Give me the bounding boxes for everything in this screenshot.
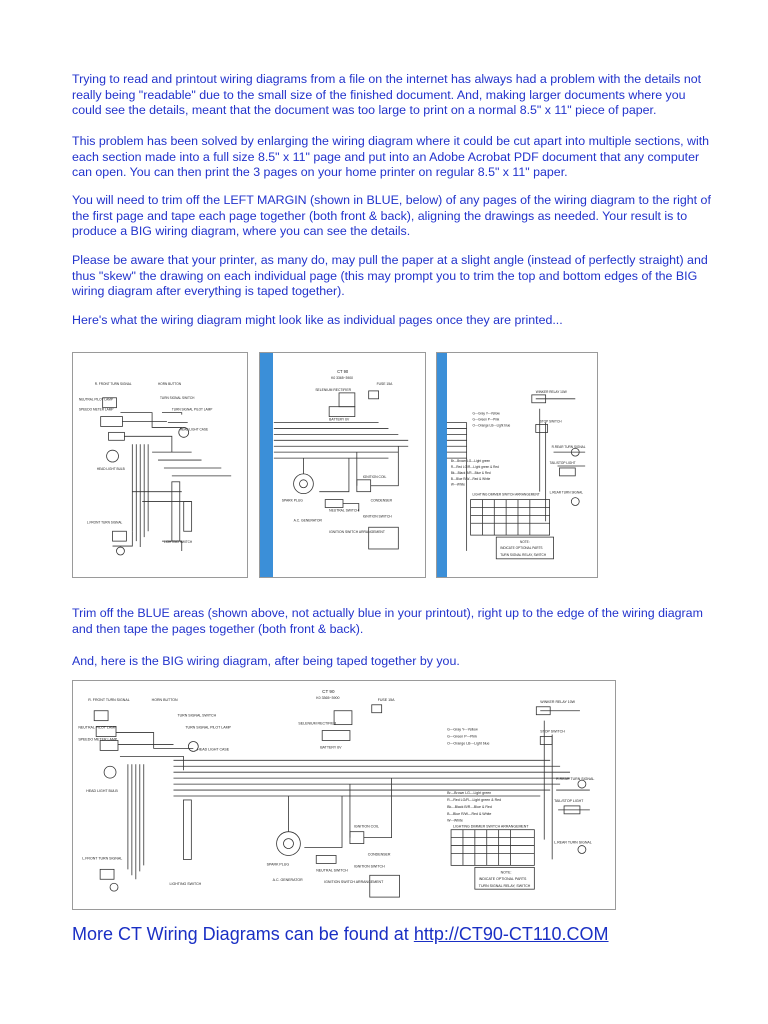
p2-ignition-switch-label: IGNITION SWITCH	[362, 514, 392, 519]
p3-color-key-2b: R---Red LG/R---Light green & Red	[450, 464, 499, 469]
big-ignition-switch-label: IGNITION SWITCH	[353, 864, 385, 869]
big-color-key-1c: O---Orange LB---Light blue	[447, 741, 490, 746]
big-diagram-caption: And, here is the BIG wiring diagram, after being taped together by you.	[72, 654, 460, 668]
big-selenium-label: SELENIUM RECTIFIER	[298, 721, 337, 726]
big-ignition-coil-label: IGNITION COIL	[353, 824, 379, 829]
p2-ignition-arrangement-label: IGNITION SWITCH ARRANGEMENT	[329, 530, 385, 535]
p3-l-rear-turn-label: L.REAR TURN SIGNAL	[549, 490, 584, 495]
p1-lighting-switch-label: LIGHTING SWITCH	[163, 540, 193, 545]
p1-neutral-pilot-label: NEUTRAL PILOT LAMP	[78, 397, 113, 402]
big-wiring-diagram-drawing	[73, 681, 615, 909]
big-condenser-label: CONDENSER	[367, 852, 391, 857]
p2-battery-label: BATTERY 6V	[329, 417, 350, 422]
big-wiring-diagram	[72, 680, 616, 910]
wiring-page-2-drawing	[260, 353, 425, 577]
big-note-label: NOTE:	[500, 870, 512, 875]
intro-paragraph: Trying to read and printout wiring diagrams from a file on the internet has always had a problem with the details not really being "readable" due to the small size of the finished document. And, making larger documents where you could see the details, meant that the document was too large to print on a normal 8.5" x 11" piece of paper.	[72, 72, 702, 118]
p3-dimmer-arrangement-label: LIGHTING DIMMER SWITCH ARRANGEMENT	[472, 492, 540, 497]
p2-condenser-label: CONDENSER	[370, 498, 393, 503]
p3-color-key-2a: Br---Brown LG---Light green	[450, 459, 491, 464]
p3-optional-parts-label: INDICATE OPTIONAL PARTS	[500, 545, 543, 550]
p3-color-key-1a: G---Gray Y---Yellow	[472, 411, 500, 416]
p2-subtitle: K0 3365~3900	[331, 376, 353, 381]
big-color-key-2d: B---Blue R/W---Red & White	[447, 811, 492, 816]
p1-l-front-turn-label: L.FRONT TURN SIGNAL	[86, 520, 123, 525]
big-front-turn-label: R. FRONT TURN SIGNAL	[88, 697, 130, 702]
wiring-page-1	[72, 352, 248, 578]
p3-color-key-2c: Bk---Black B/R---Blue & Red	[450, 470, 491, 475]
big-tail-light-label: TAIL/STOP LIGHT	[554, 798, 584, 803]
p3-color-key-2e: W---White	[450, 482, 465, 487]
big-battery-label: BATTERY 6V	[320, 745, 342, 750]
p3-r-rear-turn-label: R.REAR TURN SIGNAL	[551, 445, 586, 450]
p1-speedo-lamp-label: SPEEDO METER LAMP	[78, 407, 114, 412]
big-color-key-1a: G---Gray Y---Yellow	[447, 727, 478, 732]
big-speedo-label: SPEEDO METER LAMP	[78, 737, 118, 742]
p3-winker-relay-label: WINKER RELAY 10W	[535, 389, 567, 394]
p2-generator-label: A.C. GENERATOR	[293, 518, 322, 523]
wiring-page-3	[436, 352, 598, 578]
big-fuse-label: FUSE 15A	[377, 697, 395, 702]
p1-horn-button-label: HORN BUTTON	[158, 381, 182, 386]
big-color-key-2a: Br---Brown LG---Light green	[447, 791, 492, 796]
p1-headlight-case-label: HEAD LIGHT CASE	[179, 427, 209, 432]
big-color-key-2e: W---White	[447, 818, 464, 823]
big-title: CT 90	[322, 688, 335, 694]
big-headlight-case-label: HEAD LIGHT CASE	[197, 747, 230, 752]
p1-turn-switch-label: TURN SIGNAL SWITCH	[160, 395, 195, 400]
solution-paragraph: This problem has been solved by enlarging the wiring diagram where it could be cut apart into multiple sections, with each section made into a full size 8.5" x 11" page and put into an Adobe Acrobat PDF document that any computer can open. You can then print the 3 pages on your home printer on regular 8.5" x 11" paper.	[72, 134, 710, 180]
p2-spark-plug-label: SPARK PLUG	[281, 498, 303, 503]
big-spark-plug-label: SPARK PLUG	[266, 862, 290, 867]
big-generator-label: A.C. GENERATOR	[272, 878, 303, 883]
big-relay-switch-label: TURN SIGNAL RELAY, SWITCH	[478, 884, 531, 889]
big-optional-parts-label: INDICATE OPTIONAL PARTS	[478, 877, 527, 882]
big-ignition-arrangement-label: IGNITION SWITCH ARRANGEMENT	[324, 880, 384, 885]
pages-preview-caption: Here's what the wiring diagram might look like as individual pages once they are printed...	[72, 313, 563, 327]
footer-text	[72, 924, 609, 945]
p2-title: CT 90	[337, 369, 349, 375]
big-turn-switch-label: TURN SIGNAL SWITCH	[177, 713, 217, 718]
p3-tail-light-label: TAIL/STOP LIGHT	[549, 461, 576, 466]
wiring-page-1-drawing	[73, 353, 247, 577]
big-lighting-switch-label: LIGHTING SWITCH	[169, 882, 202, 887]
p3-color-key-1b: G---Green P---Pink	[472, 417, 500, 422]
big-l-rear-turn-label: L.REAR TURN SIGNAL	[554, 840, 592, 845]
footer-prefix: More CT Wiring Diagrams can be found at	[72, 924, 414, 944]
p1-headlight-label: HEAD LIGHT BULB	[96, 466, 125, 471]
trim-blue-paragraph: Trim off the BLUE areas (shown above, not actually blue in your printout), right up to the edge of the wiring diagram and then tape the pages together (both front & back).	[72, 606, 703, 636]
p2-fuse-label: FUSE 15A	[376, 381, 393, 386]
p3-color-key-1c: O---Orange LB---Light blue	[472, 423, 511, 428]
p2-ignition-coil-label: IGNITION COIL	[362, 474, 387, 479]
big-l-front-turn-label: L.FRONT TURN SIGNAL	[82, 856, 123, 861]
big-horn-button-label: HORN BUTTON	[151, 697, 178, 702]
big-headlight-label: HEAD LIGHT BULB	[86, 789, 118, 794]
big-subtitle: K0 3365~3900	[316, 695, 340, 700]
big-r-rear-turn-label: R.REAR TURN SIGNAL	[556, 777, 595, 782]
p2-selenium-label: SELENIUM RECTIFIER	[315, 387, 352, 392]
big-neutral-switch-label: NEUTRAL SWITCH	[316, 868, 348, 873]
big-color-key-2c: Bk---Black B/R---Blue & Red	[447, 804, 492, 809]
p2-neutral-switch-label: NEUTRAL SWITCH	[329, 508, 359, 513]
big-winker-relay-label: WINKER RELAY 10W	[540, 699, 576, 704]
wiring-page-2	[259, 352, 426, 578]
trim-instructions-paragraph: You will need to trim off the LEFT MARGIN (shown in BLUE, below) of any pages of the wiring diagram to the right of the first page and tape each page together (both front & back), aligning the drawings as needed. Your result is to produce a BIG wiring diagram, where you can see the details.	[72, 193, 711, 239]
big-stop-switch-label: STOP SWITCH	[540, 729, 565, 734]
p1-turn-pilot-label: TURN SIGNAL PILOT LAMP	[171, 407, 213, 412]
p1-front-turn-signal-label: R. FRONT TURN SIGNAL	[94, 381, 132, 386]
big-turn-pilot-label: TURN SIGNAL PILOT LAMP	[185, 725, 231, 730]
wiring-page-3-drawing	[437, 353, 597, 577]
big-dimmer-arrangement-label: LIGHTING DIMMER SWITCH ARRANGEMENT	[453, 824, 529, 829]
ct90-website-link[interactable]: http://CT90-CT110.COM	[413, 924, 609, 944]
big-color-key-1b: G---Green P---Pink	[447, 734, 478, 739]
skew-warning-paragraph: Please be aware that your printer, as many do, may pull the paper at a slight angle (instead of perfectly straight) and thus "skew" the drawing on each individual page (this may prompt you to trim the top and bottom edges of the BIG wiring diagram after everything is taped together).	[72, 253, 708, 299]
p3-relay-switch-label: TURN SIGNAL RELAY, SWITCH	[500, 552, 547, 557]
big-color-key-2b: R---Red LG/R---Light green & Red	[447, 797, 502, 802]
p3-stop-switch-label: STOP SWITCH	[539, 419, 562, 424]
big-neutral-pilot-label: NEUTRAL PILOT LAMP	[78, 725, 117, 730]
p3-color-key-2d: B---Blue R/W---Red & White	[450, 476, 491, 481]
p3-note-label: NOTE:	[519, 540, 530, 545]
